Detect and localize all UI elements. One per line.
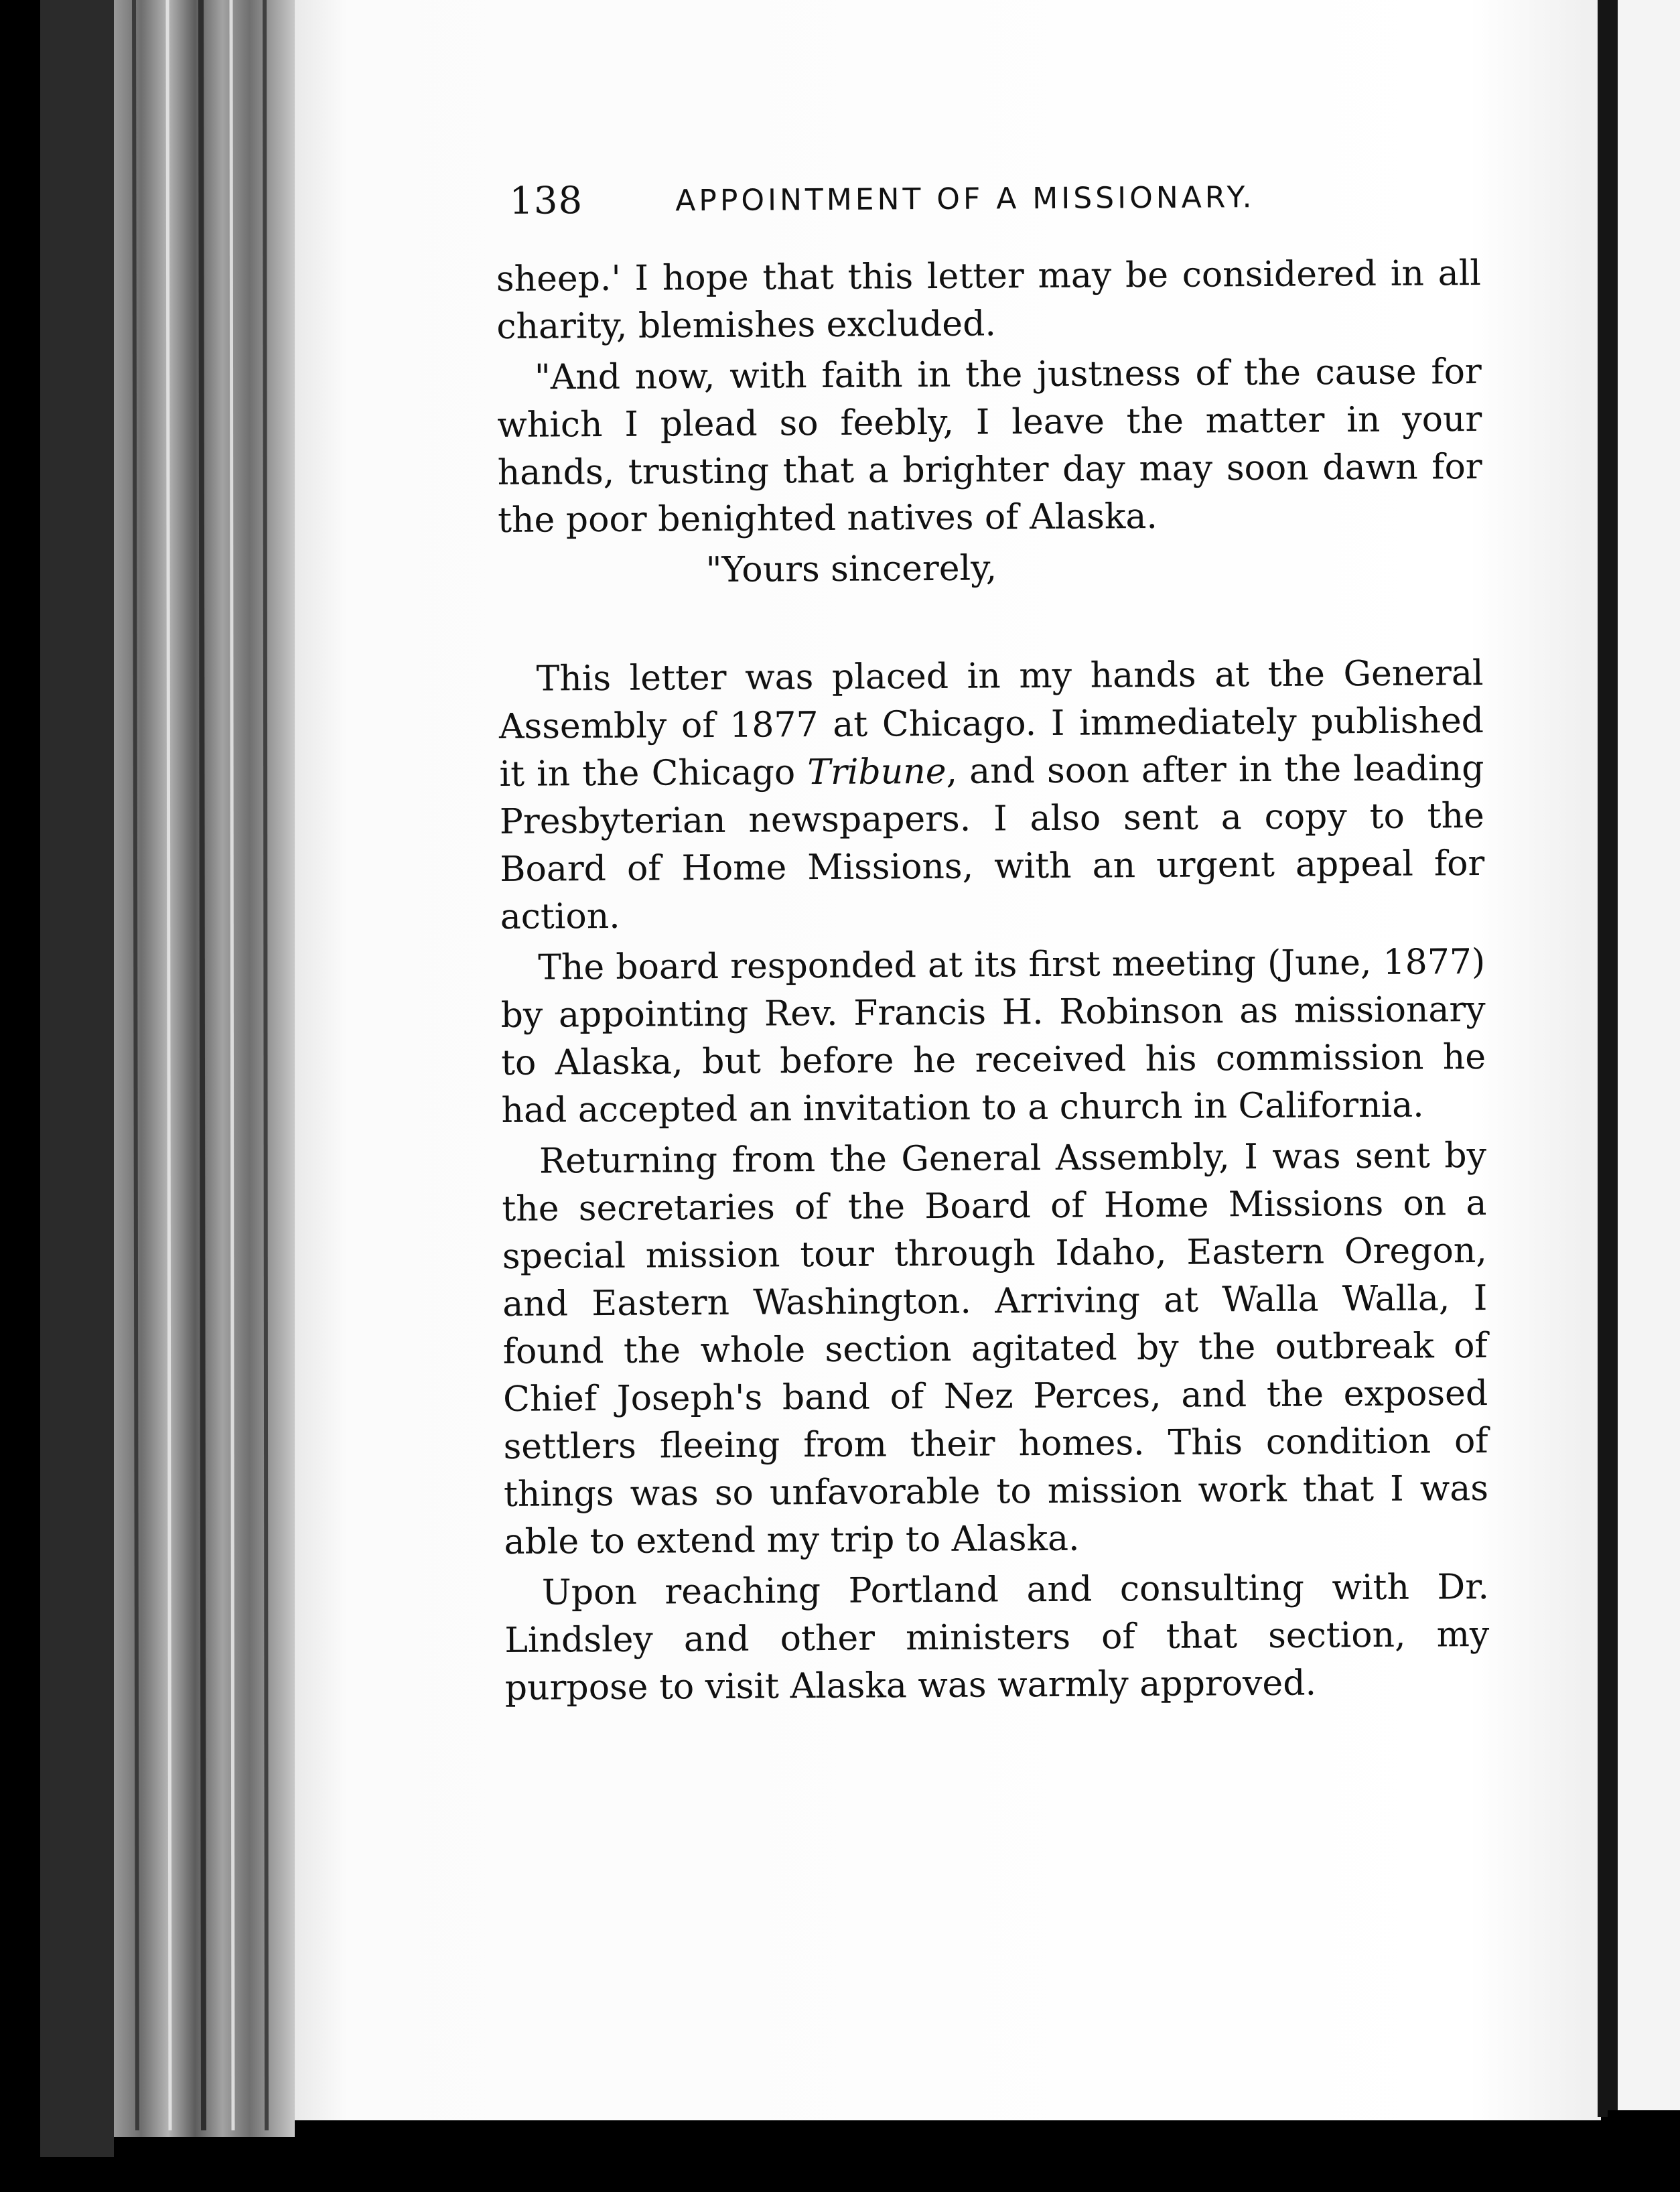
- paragraph-portland: Upon reaching Portland and consulting with Dr. Lindsley and other ministers of that section, my purpose to visit Alaska was warmly approved.: [504, 1566, 1490, 1708]
- running-title: APPOINTMENT OF A MISSIONARY.: [675, 180, 1255, 218]
- paragraph-mission-tour: Returning from the General Assembly, I was sent by the secretaries of the Board of Home Missions on a special mission tour through Idaho, Eastern Oregon, and Eastern Washington. Arriving at Walla Walla, I found the whole section agitated by the outbreak of Chief Joseph's band of Nez Perces, and the exposed settlers fleeing from their homes. This condition of things was so unfavorable to mission work that I was able to extend my trip to Alaska.: [502, 1135, 1489, 1562]
- paragraph-board-response: The board responded at its first meeting (June, 1877) by appointing Rev. Francis H. Robinson as missionary to Alaska, but before he received his commission he had accepted an invitation to a church in California.: [500, 941, 1486, 1131]
- body-text: [496, 250, 1490, 1712]
- newspaper-title: Tribune: [807, 751, 947, 793]
- paragraph-letter-placed: [498, 650, 1485, 941]
- paragraph-letter-end: sheep.' I hope that this letter may be considered in all charity, blemishes excluded.: [496, 253, 1482, 347]
- paragraph-letter-closing-plea: "And now, with faith in the justness of the cause for which I plead so feebly, I leave the matter in your hands, trusting that a brighter day may soon dawn for the poor benighted natives of Alaska.: [497, 352, 1482, 541]
- page-number: 138: [509, 179, 583, 223]
- running-head: [496, 169, 1480, 229]
- paragraph-text: This letter was placed in my hands at the General Assembly of 1877 at Chicago. I immediately published it in the Chicago: [498, 653, 1484, 795]
- letter-signoff: "Yours sincerely,: [705, 548, 997, 591]
- paragraph-text: , and soon after in the leading Presbyterian newspapers. I also sent a copy to the Board of Home Missions, with an urgent appeal for action.: [499, 748, 1485, 937]
- book-page: [496, 169, 1490, 1716]
